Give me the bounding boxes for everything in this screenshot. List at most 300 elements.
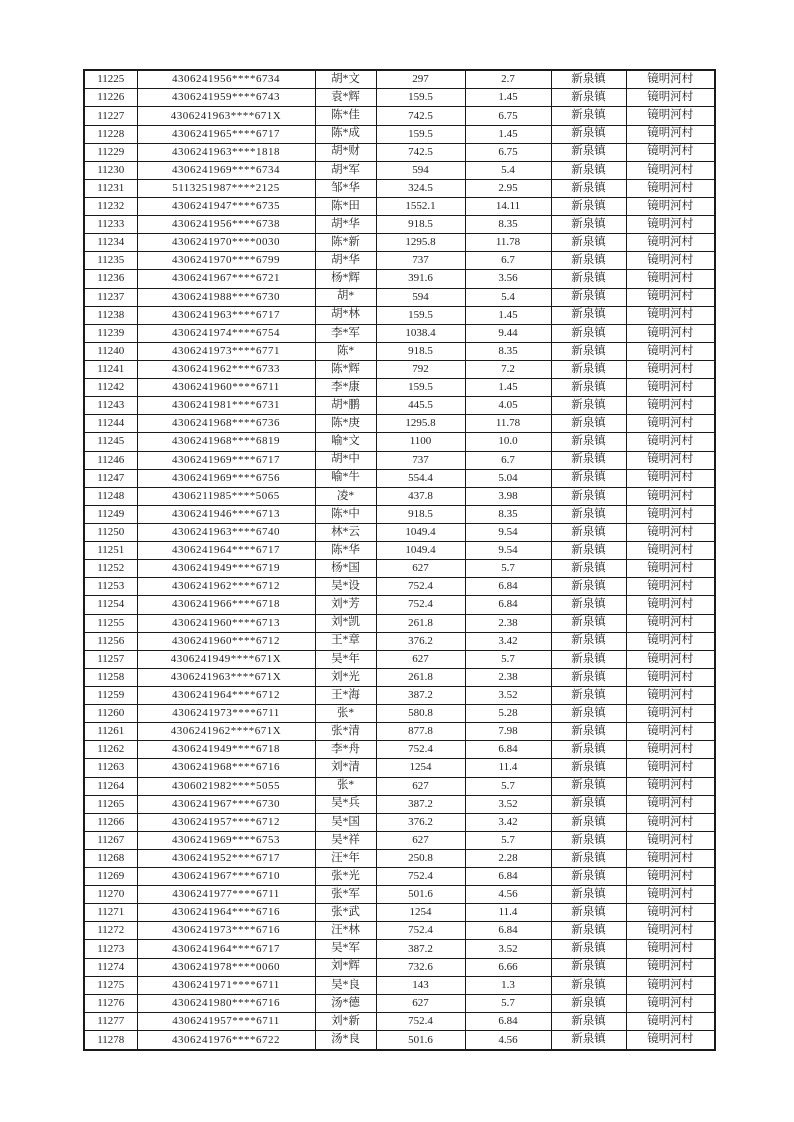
cell-seq: 11236: [84, 270, 137, 288]
cell-town: 新泉镇: [551, 723, 626, 741]
cell-rate: 1.45: [465, 379, 551, 397]
cell-town: 新泉镇: [551, 813, 626, 831]
cell-village: 镜明河村: [626, 216, 715, 234]
cell-rate: 3.42: [465, 632, 551, 650]
table-row: [84, 759, 715, 777]
cell-rate: 5.7: [465, 831, 551, 849]
cell-town: 新泉镇: [551, 379, 626, 397]
cell-village: 镜明河村: [626, 161, 715, 179]
cell-seq: 11231: [84, 179, 137, 197]
cell-village: 镜明河村: [626, 198, 715, 216]
cell-rate: 9.54: [465, 542, 551, 560]
cell-id-masked: 4306241963****671X: [137, 107, 315, 125]
cell-name: 吴*祥: [315, 831, 376, 849]
cell-village: 镜明河村: [626, 578, 715, 596]
cell-town: 新泉镇: [551, 831, 626, 849]
cell-name: 胡*华: [315, 252, 376, 270]
cell-town: 新泉镇: [551, 994, 626, 1012]
cell-village: 镜明河村: [626, 397, 715, 415]
cell-name: 汪*年: [315, 849, 376, 867]
cell-rate: 9.54: [465, 523, 551, 541]
cell-town: 新泉镇: [551, 306, 626, 324]
cell-id-masked: 4306241969****6734: [137, 161, 315, 179]
cell-seq: 11239: [84, 324, 137, 342]
cell-id-masked: 4306241957****6712: [137, 813, 315, 831]
cell-id-masked: 4306241980****6716: [137, 994, 315, 1012]
cell-name: 杨*国: [315, 560, 376, 578]
cell-amount: 580.8: [376, 705, 465, 723]
cell-town: 新泉镇: [551, 89, 626, 107]
table-row: [84, 705, 715, 723]
cell-amount: 297: [376, 70, 465, 89]
cell-name: 陈*佳: [315, 107, 376, 125]
table-row: [84, 868, 715, 886]
cell-rate: 5.28: [465, 705, 551, 723]
cell-amount: 627: [376, 560, 465, 578]
cell-seq: 11272: [84, 922, 137, 940]
cell-name: 汪*林: [315, 922, 376, 940]
cell-seq: 11237: [84, 288, 137, 306]
table-row: [84, 270, 715, 288]
cell-rate: 3.52: [465, 940, 551, 958]
cell-name: 张*军: [315, 886, 376, 904]
cell-seq: 11275: [84, 976, 137, 994]
cell-seq: 11242: [84, 379, 137, 397]
cell-amount: 752.4: [376, 596, 465, 614]
cell-village: 镜明河村: [626, 379, 715, 397]
cell-village: 镜明河村: [626, 451, 715, 469]
table-row: [84, 596, 715, 614]
cell-rate: 6.75: [465, 143, 551, 161]
cell-town: 新泉镇: [551, 70, 626, 89]
cell-seq: 11243: [84, 397, 137, 415]
cell-id-masked: 4306241964****6712: [137, 686, 315, 704]
cell-town: 新泉镇: [551, 179, 626, 197]
table-row: [84, 161, 715, 179]
cell-amount: 742.5: [376, 107, 465, 125]
cell-rate: 10.0: [465, 433, 551, 451]
cell-seq: 11260: [84, 705, 137, 723]
table-row: [84, 324, 715, 342]
cell-rate: 6.66: [465, 958, 551, 976]
cell-town: 新泉镇: [551, 451, 626, 469]
table-row: [84, 849, 715, 867]
cell-village: 镜明河村: [626, 759, 715, 777]
cell-village: 镜明河村: [626, 958, 715, 976]
cell-amount: 159.5: [376, 306, 465, 324]
cell-amount: 445.5: [376, 397, 465, 415]
cell-seq: 11262: [84, 741, 137, 759]
table-row: [84, 252, 715, 270]
cell-rate: 4.56: [465, 886, 551, 904]
cell-village: 镜明河村: [626, 324, 715, 342]
cell-town: 新泉镇: [551, 741, 626, 759]
cell-amount: 501.6: [376, 1031, 465, 1050]
cell-seq: 11230: [84, 161, 137, 179]
cell-seq: 11271: [84, 904, 137, 922]
cell-village: 镜明河村: [626, 777, 715, 795]
cell-amount: 261.8: [376, 668, 465, 686]
table-row: [84, 686, 715, 704]
cell-town: 新泉镇: [551, 143, 626, 161]
cell-seq: 11244: [84, 415, 137, 433]
cell-name: 刘*光: [315, 668, 376, 686]
cell-amount: 261.8: [376, 614, 465, 632]
cell-town: 新泉镇: [551, 614, 626, 632]
cell-town: 新泉镇: [551, 632, 626, 650]
table-body: [84, 70, 715, 1050]
cell-rate: 5.4: [465, 288, 551, 306]
cell-village: 镜明河村: [626, 795, 715, 813]
table-row: [84, 306, 715, 324]
cell-id-masked: 4306241964****6717: [137, 940, 315, 958]
cell-seq: 11258: [84, 668, 137, 686]
cell-town: 新泉镇: [551, 288, 626, 306]
cell-town: 新泉镇: [551, 976, 626, 994]
cell-id-masked: 4306241973****6711: [137, 705, 315, 723]
table-row: [84, 198, 715, 216]
table-row: [84, 89, 715, 107]
cell-seq: 11249: [84, 505, 137, 523]
cell-name: 陈*辉: [315, 360, 376, 378]
cell-name: 张*: [315, 705, 376, 723]
cell-name: 杨*辉: [315, 270, 376, 288]
cell-town: 新泉镇: [551, 198, 626, 216]
table-row: [84, 415, 715, 433]
cell-seq: 11261: [84, 723, 137, 741]
cell-village: 镜明河村: [626, 433, 715, 451]
cell-name: 吴*年: [315, 650, 376, 668]
cell-rate: 3.42: [465, 813, 551, 831]
cell-seq: 11264: [84, 777, 137, 795]
cell-rate: 1.45: [465, 306, 551, 324]
cell-town: 新泉镇: [551, 161, 626, 179]
cell-id-masked: 4306241965****6717: [137, 125, 315, 143]
cell-name: 汤*德: [315, 994, 376, 1012]
cell-town: 新泉镇: [551, 668, 626, 686]
cell-seq: 11259: [84, 686, 137, 704]
payment-roster-table: [83, 69, 716, 1051]
cell-id-masked: 4306241964****6716: [137, 904, 315, 922]
cell-village: 镜明河村: [626, 1012, 715, 1030]
cell-name: 王*章: [315, 632, 376, 650]
cell-seq: 11234: [84, 234, 137, 252]
cell-seq: 11270: [84, 886, 137, 904]
cell-seq: 11245: [84, 433, 137, 451]
table-row: [84, 397, 715, 415]
cell-village: 镜明河村: [626, 650, 715, 668]
table-row: [84, 125, 715, 143]
cell-town: 新泉镇: [551, 560, 626, 578]
cell-seq: 11265: [84, 795, 137, 813]
cell-seq: 11278: [84, 1031, 137, 1050]
table-row: [84, 723, 715, 741]
cell-village: 镜明河村: [626, 723, 715, 741]
cell-amount: 143: [376, 976, 465, 994]
cell-seq: 11232: [84, 198, 137, 216]
cell-id-masked: 4306241963****671X: [137, 668, 315, 686]
table-row: [84, 650, 715, 668]
cell-name: 吴*国: [315, 813, 376, 831]
cell-rate: 5.7: [465, 777, 551, 795]
cell-name: 陈*新: [315, 234, 376, 252]
cell-id-masked: 4306241957****6711: [137, 1012, 315, 1030]
table-row: [84, 994, 715, 1012]
cell-id-masked: 4306241962****6733: [137, 360, 315, 378]
cell-name: 胡*鹏: [315, 397, 376, 415]
cell-rate: 6.84: [465, 922, 551, 940]
table-row: [84, 813, 715, 831]
cell-town: 新泉镇: [551, 487, 626, 505]
cell-rate: 2.38: [465, 668, 551, 686]
table-row: [84, 288, 715, 306]
cell-amount: 1295.8: [376, 234, 465, 252]
table-row: [84, 614, 715, 632]
cell-rate: 8.35: [465, 216, 551, 234]
cell-town: 新泉镇: [551, 505, 626, 523]
cell-amount: 877.8: [376, 723, 465, 741]
cell-village: 镜明河村: [626, 686, 715, 704]
cell-village: 镜明河村: [626, 70, 715, 89]
cell-name: 袁*辉: [315, 89, 376, 107]
cell-town: 新泉镇: [551, 777, 626, 795]
cell-id-masked: 4306241973****6716: [137, 922, 315, 940]
cell-name: 胡*华: [315, 216, 376, 234]
cell-town: 新泉镇: [551, 360, 626, 378]
cell-name: 刘*新: [315, 1012, 376, 1030]
cell-village: 镜明河村: [626, 505, 715, 523]
cell-seq: 11235: [84, 252, 137, 270]
cell-seq: 11252: [84, 560, 137, 578]
cell-rate: 1.3: [465, 976, 551, 994]
cell-seq: 11276: [84, 994, 137, 1012]
table-row: [84, 234, 715, 252]
cell-id-masked: 4306241956****6738: [137, 216, 315, 234]
cell-village: 镜明河村: [626, 415, 715, 433]
cell-seq: 11248: [84, 487, 137, 505]
cell-id-masked: 4306241947****6735: [137, 198, 315, 216]
cell-amount: 792: [376, 360, 465, 378]
cell-id-masked: 4306241967****6710: [137, 868, 315, 886]
cell-amount: 1254: [376, 759, 465, 777]
cell-amount: 627: [376, 994, 465, 1012]
cell-seq: 11253: [84, 578, 137, 596]
cell-id-masked: 4306241960****6713: [137, 614, 315, 632]
table-row: [84, 523, 715, 541]
cell-name: 王*海: [315, 686, 376, 704]
cell-seq: 11227: [84, 107, 137, 125]
table-row: [84, 505, 715, 523]
cell-town: 新泉镇: [551, 922, 626, 940]
cell-rate: 11.4: [465, 759, 551, 777]
cell-seq: 11254: [84, 596, 137, 614]
cell-name: 刘*凯: [315, 614, 376, 632]
cell-rate: 9.44: [465, 324, 551, 342]
cell-id-masked: 4306241976****6722: [137, 1031, 315, 1050]
cell-town: 新泉镇: [551, 415, 626, 433]
cell-rate: 3.56: [465, 270, 551, 288]
cell-id-masked: 4306241952****6717: [137, 849, 315, 867]
cell-village: 镜明河村: [626, 831, 715, 849]
cell-town: 新泉镇: [551, 705, 626, 723]
cell-amount: 391.6: [376, 270, 465, 288]
cell-id-masked: 4306241962****671X: [137, 723, 315, 741]
cell-rate: 6.84: [465, 868, 551, 886]
cell-rate: 6.84: [465, 596, 551, 614]
cell-amount: 594: [376, 288, 465, 306]
cell-id-masked: 4306241977****6711: [137, 886, 315, 904]
cell-name: 吴*良: [315, 976, 376, 994]
table-row: [84, 360, 715, 378]
cell-amount: 752.4: [376, 922, 465, 940]
cell-name: 陈*华: [315, 542, 376, 560]
cell-name: 胡*军: [315, 161, 376, 179]
cell-village: 镜明河村: [626, 886, 715, 904]
cell-village: 镜明河村: [626, 849, 715, 867]
cell-amount: 1254: [376, 904, 465, 922]
cell-rate: 5.04: [465, 469, 551, 487]
cell-amount: 918.5: [376, 342, 465, 360]
cell-village: 镜明河村: [626, 143, 715, 161]
cell-town: 新泉镇: [551, 759, 626, 777]
cell-id-masked: 4306241963****1818: [137, 143, 315, 161]
cell-amount: 1049.4: [376, 542, 465, 560]
cell-amount: 376.2: [376, 813, 465, 831]
cell-seq: 11241: [84, 360, 137, 378]
cell-seq: 11269: [84, 868, 137, 886]
cell-id-masked: 4306241966****6718: [137, 596, 315, 614]
cell-id-masked: 5113251987****2125: [137, 179, 315, 197]
cell-name: 胡*财: [315, 143, 376, 161]
cell-id-masked: 4306241969****6756: [137, 469, 315, 487]
cell-seq: 11251: [84, 542, 137, 560]
table-row: [84, 831, 715, 849]
cell-village: 镜明河村: [626, 107, 715, 125]
cell-id-masked: 4306241949****6718: [137, 741, 315, 759]
cell-id-masked: 4306241970****0030: [137, 234, 315, 252]
cell-town: 新泉镇: [551, 252, 626, 270]
cell-village: 镜明河村: [626, 668, 715, 686]
cell-village: 镜明河村: [626, 976, 715, 994]
cell-name: 喻*文: [315, 433, 376, 451]
cell-name: 吴*军: [315, 940, 376, 958]
cell-rate: 6.84: [465, 741, 551, 759]
cell-village: 镜明河村: [626, 234, 715, 252]
cell-rate: 7.98: [465, 723, 551, 741]
cell-rate: 5.7: [465, 650, 551, 668]
cell-village: 镜明河村: [626, 813, 715, 831]
cell-amount: 1100: [376, 433, 465, 451]
cell-village: 镜明河村: [626, 1031, 715, 1050]
table-row: [84, 940, 715, 958]
cell-seq: 11250: [84, 523, 137, 541]
cell-amount: 250.8: [376, 849, 465, 867]
cell-amount: 1295.8: [376, 415, 465, 433]
cell-rate: 2.28: [465, 849, 551, 867]
table-row: [84, 976, 715, 994]
cell-town: 新泉镇: [551, 886, 626, 904]
cell-rate: 5.7: [465, 994, 551, 1012]
cell-town: 新泉镇: [551, 958, 626, 976]
table-row: [84, 904, 715, 922]
cell-town: 新泉镇: [551, 904, 626, 922]
cell-amount: 159.5: [376, 89, 465, 107]
cell-name: 吴*兵: [315, 795, 376, 813]
cell-name: 李*军: [315, 324, 376, 342]
cell-village: 镜明河村: [626, 542, 715, 560]
cell-id-masked: 4306241963****6740: [137, 523, 315, 541]
cell-amount: 1038.4: [376, 324, 465, 342]
cell-rate: 14.11: [465, 198, 551, 216]
cell-amount: 387.2: [376, 940, 465, 958]
cell-amount: 554.4: [376, 469, 465, 487]
cell-name: 林*云: [315, 523, 376, 541]
cell-seq: 11225: [84, 70, 137, 89]
table-row: [84, 578, 715, 596]
table-row: [84, 143, 715, 161]
cell-village: 镜明河村: [626, 288, 715, 306]
cell-rate: 6.7: [465, 252, 551, 270]
cell-seq: 11228: [84, 125, 137, 143]
cell-rate: 3.52: [465, 795, 551, 813]
cell-seq: 11274: [84, 958, 137, 976]
table-row: [84, 451, 715, 469]
cell-id-masked: 4306241956****6734: [137, 70, 315, 89]
cell-seq: 11246: [84, 451, 137, 469]
cell-seq: 11256: [84, 632, 137, 650]
table-row: [84, 1012, 715, 1030]
cell-name: 张*武: [315, 904, 376, 922]
cell-amount: 387.2: [376, 686, 465, 704]
cell-village: 镜明河村: [626, 994, 715, 1012]
cell-seq: 11255: [84, 614, 137, 632]
cell-village: 镜明河村: [626, 342, 715, 360]
cell-amount: 752.4: [376, 741, 465, 759]
cell-town: 新泉镇: [551, 523, 626, 541]
cell-village: 镜明河村: [626, 125, 715, 143]
cell-amount: 732.6: [376, 958, 465, 976]
cell-town: 新泉镇: [551, 868, 626, 886]
cell-amount: 1552.1: [376, 198, 465, 216]
cell-village: 镜明河村: [626, 252, 715, 270]
cell-seq: 11277: [84, 1012, 137, 1030]
cell-id-masked: 4306241967****6721: [137, 270, 315, 288]
cell-name: 张*: [315, 777, 376, 795]
cell-name: 凌*: [315, 487, 376, 505]
table-row: [84, 487, 715, 505]
cell-seq: 11273: [84, 940, 137, 958]
cell-rate: 6.84: [465, 1012, 551, 1030]
cell-amount: 437.8: [376, 487, 465, 505]
cell-rate: 5.7: [465, 560, 551, 578]
cell-seq: 11238: [84, 306, 137, 324]
cell-id-masked: 4306241974****6754: [137, 324, 315, 342]
table-row: [84, 542, 715, 560]
cell-name: 胡*文: [315, 70, 376, 89]
cell-rate: 11.78: [465, 234, 551, 252]
cell-village: 镜明河村: [626, 904, 715, 922]
cell-rate: 3.52: [465, 686, 551, 704]
cell-village: 镜明河村: [626, 487, 715, 505]
table-row: [84, 886, 715, 904]
cell-name: 刘*辉: [315, 958, 376, 976]
table-row: [84, 107, 715, 125]
cell-rate: 8.35: [465, 342, 551, 360]
table-row: [84, 70, 715, 89]
cell-id-masked: 4306241964****6717: [137, 542, 315, 560]
cell-seq: 11268: [84, 849, 137, 867]
cell-id-masked: 4306211985****5065: [137, 487, 315, 505]
